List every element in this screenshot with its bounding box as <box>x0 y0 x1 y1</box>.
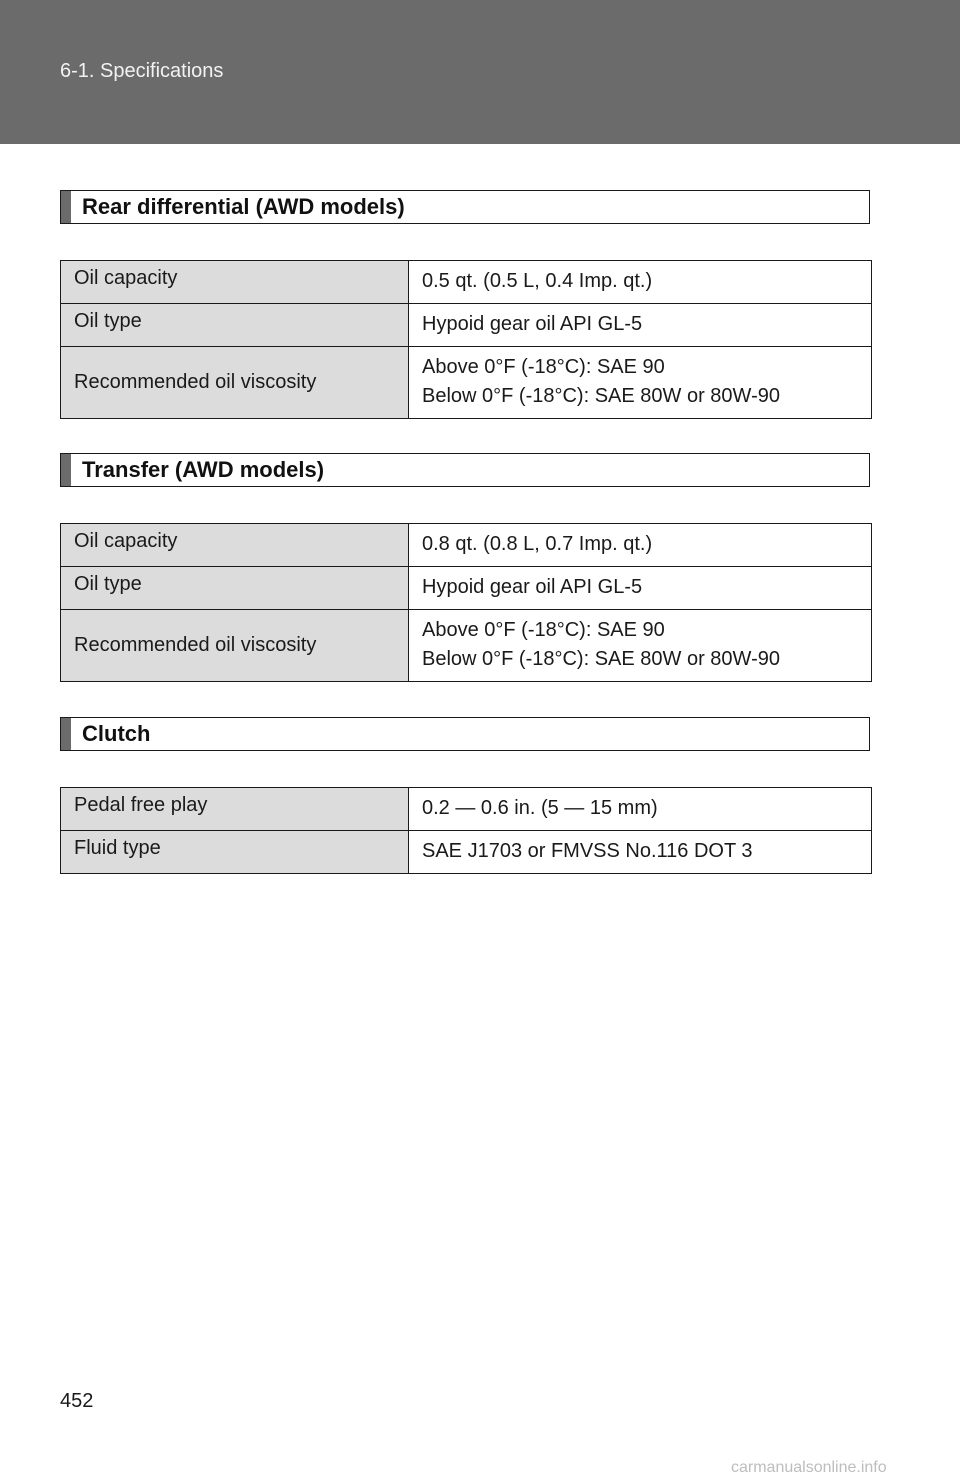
value-line: Below 0°F (-18°C): SAE 80W or 80W-90 <box>422 648 780 670</box>
table-row <box>61 304 872 347</box>
row-value <box>409 347 872 419</box>
value-line: Below 0°F (-18°C): SAE 80W or 80W-90 <box>422 385 780 407</box>
table-row <box>61 567 872 610</box>
clutch-section <box>60 717 872 862</box>
row-value <box>409 831 872 874</box>
row-label: Recommended oil viscosity <box>61 610 409 682</box>
row-label: Pedal free play <box>61 788 409 831</box>
table-row <box>61 347 872 419</box>
table-row <box>61 831 872 874</box>
row-value <box>409 610 872 682</box>
table-row <box>61 524 872 567</box>
value-line: Hypoid gear oil API GL-5 <box>422 313 643 335</box>
value-line: 0.5 qt. (0.5 L, 0.4 Imp. qt.) <box>422 270 653 292</box>
row-label: Recommended oil viscosity <box>61 347 409 419</box>
spec-table <box>60 260 872 419</box>
row-value <box>409 261 872 304</box>
heading-accent-bar <box>61 454 71 486</box>
row-label: Oil capacity <box>61 261 409 304</box>
table-row <box>61 610 872 682</box>
value-line: 0.2 — 0.6 in. (5 — 15 mm) <box>422 797 658 819</box>
row-label: Oil type <box>61 567 409 610</box>
section-heading <box>60 453 870 487</box>
table-row <box>61 788 872 831</box>
section-heading-text: Clutch <box>82 721 151 746</box>
value-line: Hypoid gear oil API GL-5 <box>422 576 643 598</box>
transfer-section <box>60 453 872 670</box>
row-value <box>409 788 872 831</box>
value-line: Above 0°F (-18°C): SAE 90 <box>422 619 665 641</box>
section-heading <box>60 717 870 751</box>
value-line: SAE J1703 or FMVSS No.116 DOT 3 <box>422 840 753 862</box>
page-header <box>0 0 960 144</box>
spec-table <box>60 523 872 682</box>
section-heading <box>60 190 870 224</box>
value-line: 0.8 qt. (0.8 L, 0.7 Imp. qt.) <box>422 533 653 555</box>
row-value <box>409 304 872 347</box>
table-row <box>61 261 872 304</box>
rear-differential-section <box>60 190 872 407</box>
row-label: Fluid type <box>61 831 409 874</box>
watermark-text: carmanualsonline.info <box>731 1459 887 1476</box>
heading-accent-bar <box>61 718 71 750</box>
heading-accent-bar <box>61 191 71 223</box>
section-heading-text: Rear differential (AWD models) <box>82 194 405 219</box>
value-line: Above 0°F (-18°C): SAE 90 <box>422 356 665 378</box>
page-number: 452 <box>60 1390 94 1412</box>
row-value <box>409 567 872 610</box>
section-breadcrumb: 6-1. Specifications <box>60 60 224 82</box>
spec-table <box>60 787 872 874</box>
row-value <box>409 524 872 567</box>
section-heading-text: Transfer (AWD models) <box>82 457 325 482</box>
row-label: Oil capacity <box>61 524 409 567</box>
row-label: Oil type <box>61 304 409 347</box>
